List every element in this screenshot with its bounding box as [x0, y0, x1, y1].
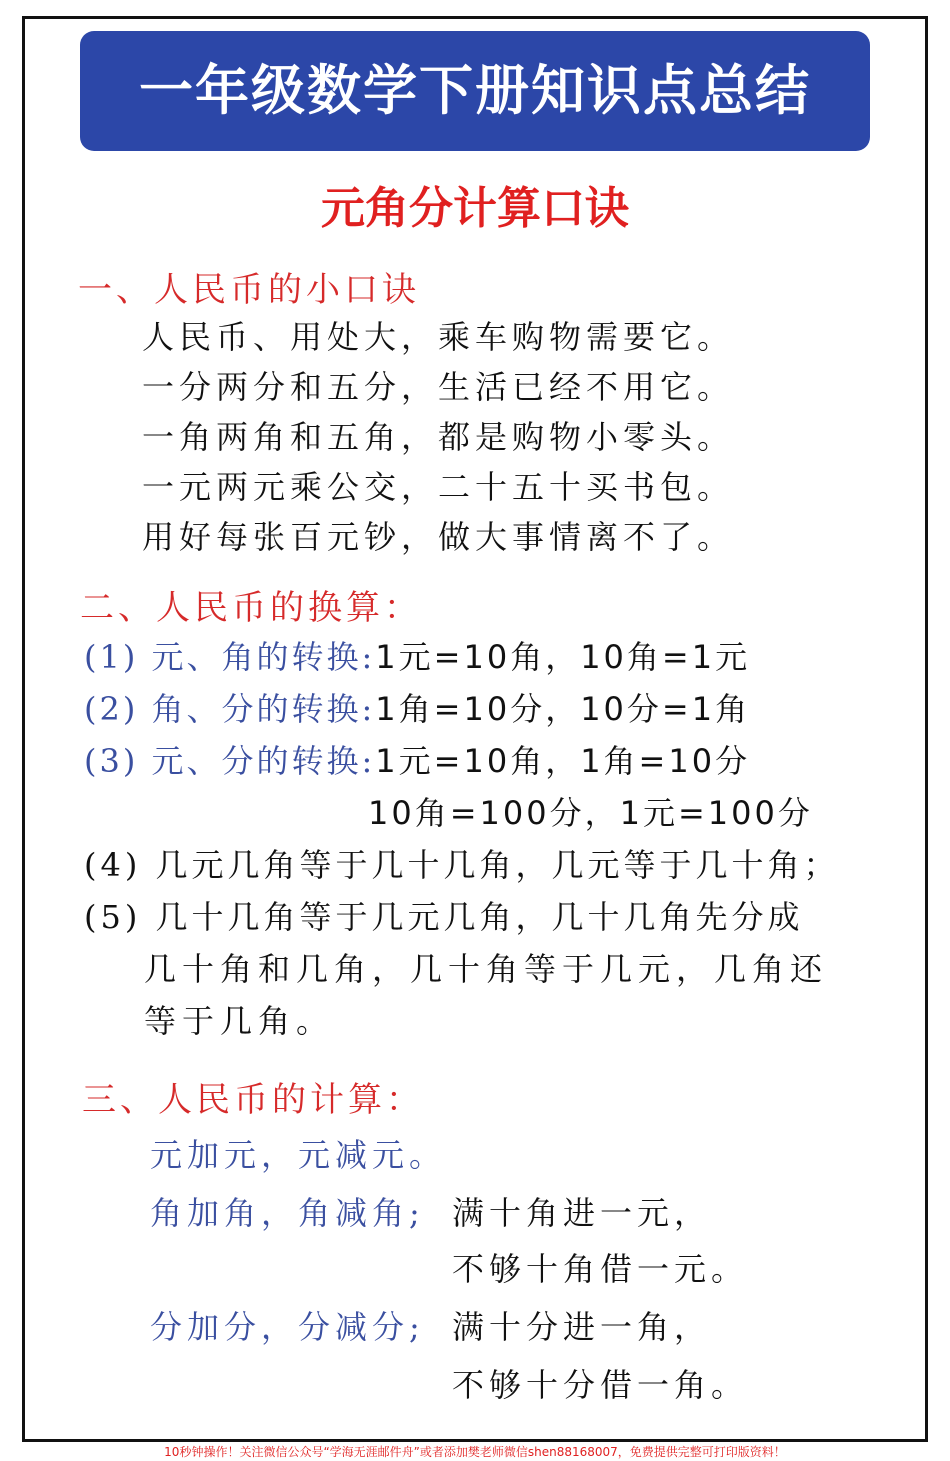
yuan-rule: 元加元，元减元。 — [150, 1136, 447, 1174]
conversion-value: 10角=100分，1元=100分 — [368, 794, 813, 832]
section1-line: 一元两元乘公交，二十五十买书包。 — [142, 468, 735, 506]
section3-heading: 三、人民币的计算： — [82, 1080, 424, 1120]
jiao-rule: 不够十角借一元。 — [452, 1250, 749, 1288]
section1-line: 用好每张百元钞，做大事情离不了。 — [142, 518, 735, 556]
conversion-label: (3) 元、分的转换: — [84, 742, 376, 780]
rule-item-5: 几十角和几角，几十角等于几元，几角还 — [144, 950, 829, 988]
jiao-label: 角加角，角减角; — [150, 1194, 425, 1232]
rule-item-4: (4) 几元几角等于几十几角，几元等于几十角； — [84, 846, 840, 884]
footer-note: 10秒钟操作！关注微信公众号“学海无涯邮件舟”或者添加樊老师微信shen88168007，免费提供完整可打印版资料！ — [164, 1445, 786, 1459]
section1-heading: 一、人民币的小口诀 — [78, 270, 420, 310]
conversion-value: 1元=10角，1角=10分 — [375, 742, 751, 780]
rule-item-5: 等于几角。 — [144, 1002, 335, 1040]
conversion-row — [84, 736, 750, 782]
title-banner — [80, 31, 870, 151]
conversion-label: (2) 角、分的转换: — [84, 690, 376, 728]
conversion-row — [84, 684, 750, 730]
page-title: 一年级数学下册知识点总结 — [139, 59, 811, 122]
section1-line: 人民币、用处大，乘车购物需要它。 — [142, 318, 735, 356]
section2-heading: 二、人民币的换算： — [80, 588, 422, 628]
section1-line: 一角两角和五角，都是购物小零头。 — [142, 418, 735, 456]
conversion-label: (1) 元、角的转换: — [84, 638, 376, 676]
fen-rule: 满十分进一角， — [452, 1308, 712, 1346]
page-subtitle: 元角分计算口诀 — [321, 183, 629, 234]
conversion-value: 1元=10角，10角=1元 — [375, 638, 751, 676]
rule-item-5: (5) 几十几角等于几元几角，几十几角先分成 — [84, 898, 804, 936]
conversion-value: 1角=10分，10分=1角 — [375, 690, 751, 728]
section1-line: 一分两分和五分，生活已经不用它。 — [142, 368, 735, 406]
jiao-rule: 满十角进一元， — [452, 1194, 712, 1232]
fen-rule: 不够十分借一角。 — [452, 1366, 749, 1404]
conversion-row — [84, 632, 750, 678]
fen-label: 分加分，分减分; — [150, 1308, 425, 1346]
